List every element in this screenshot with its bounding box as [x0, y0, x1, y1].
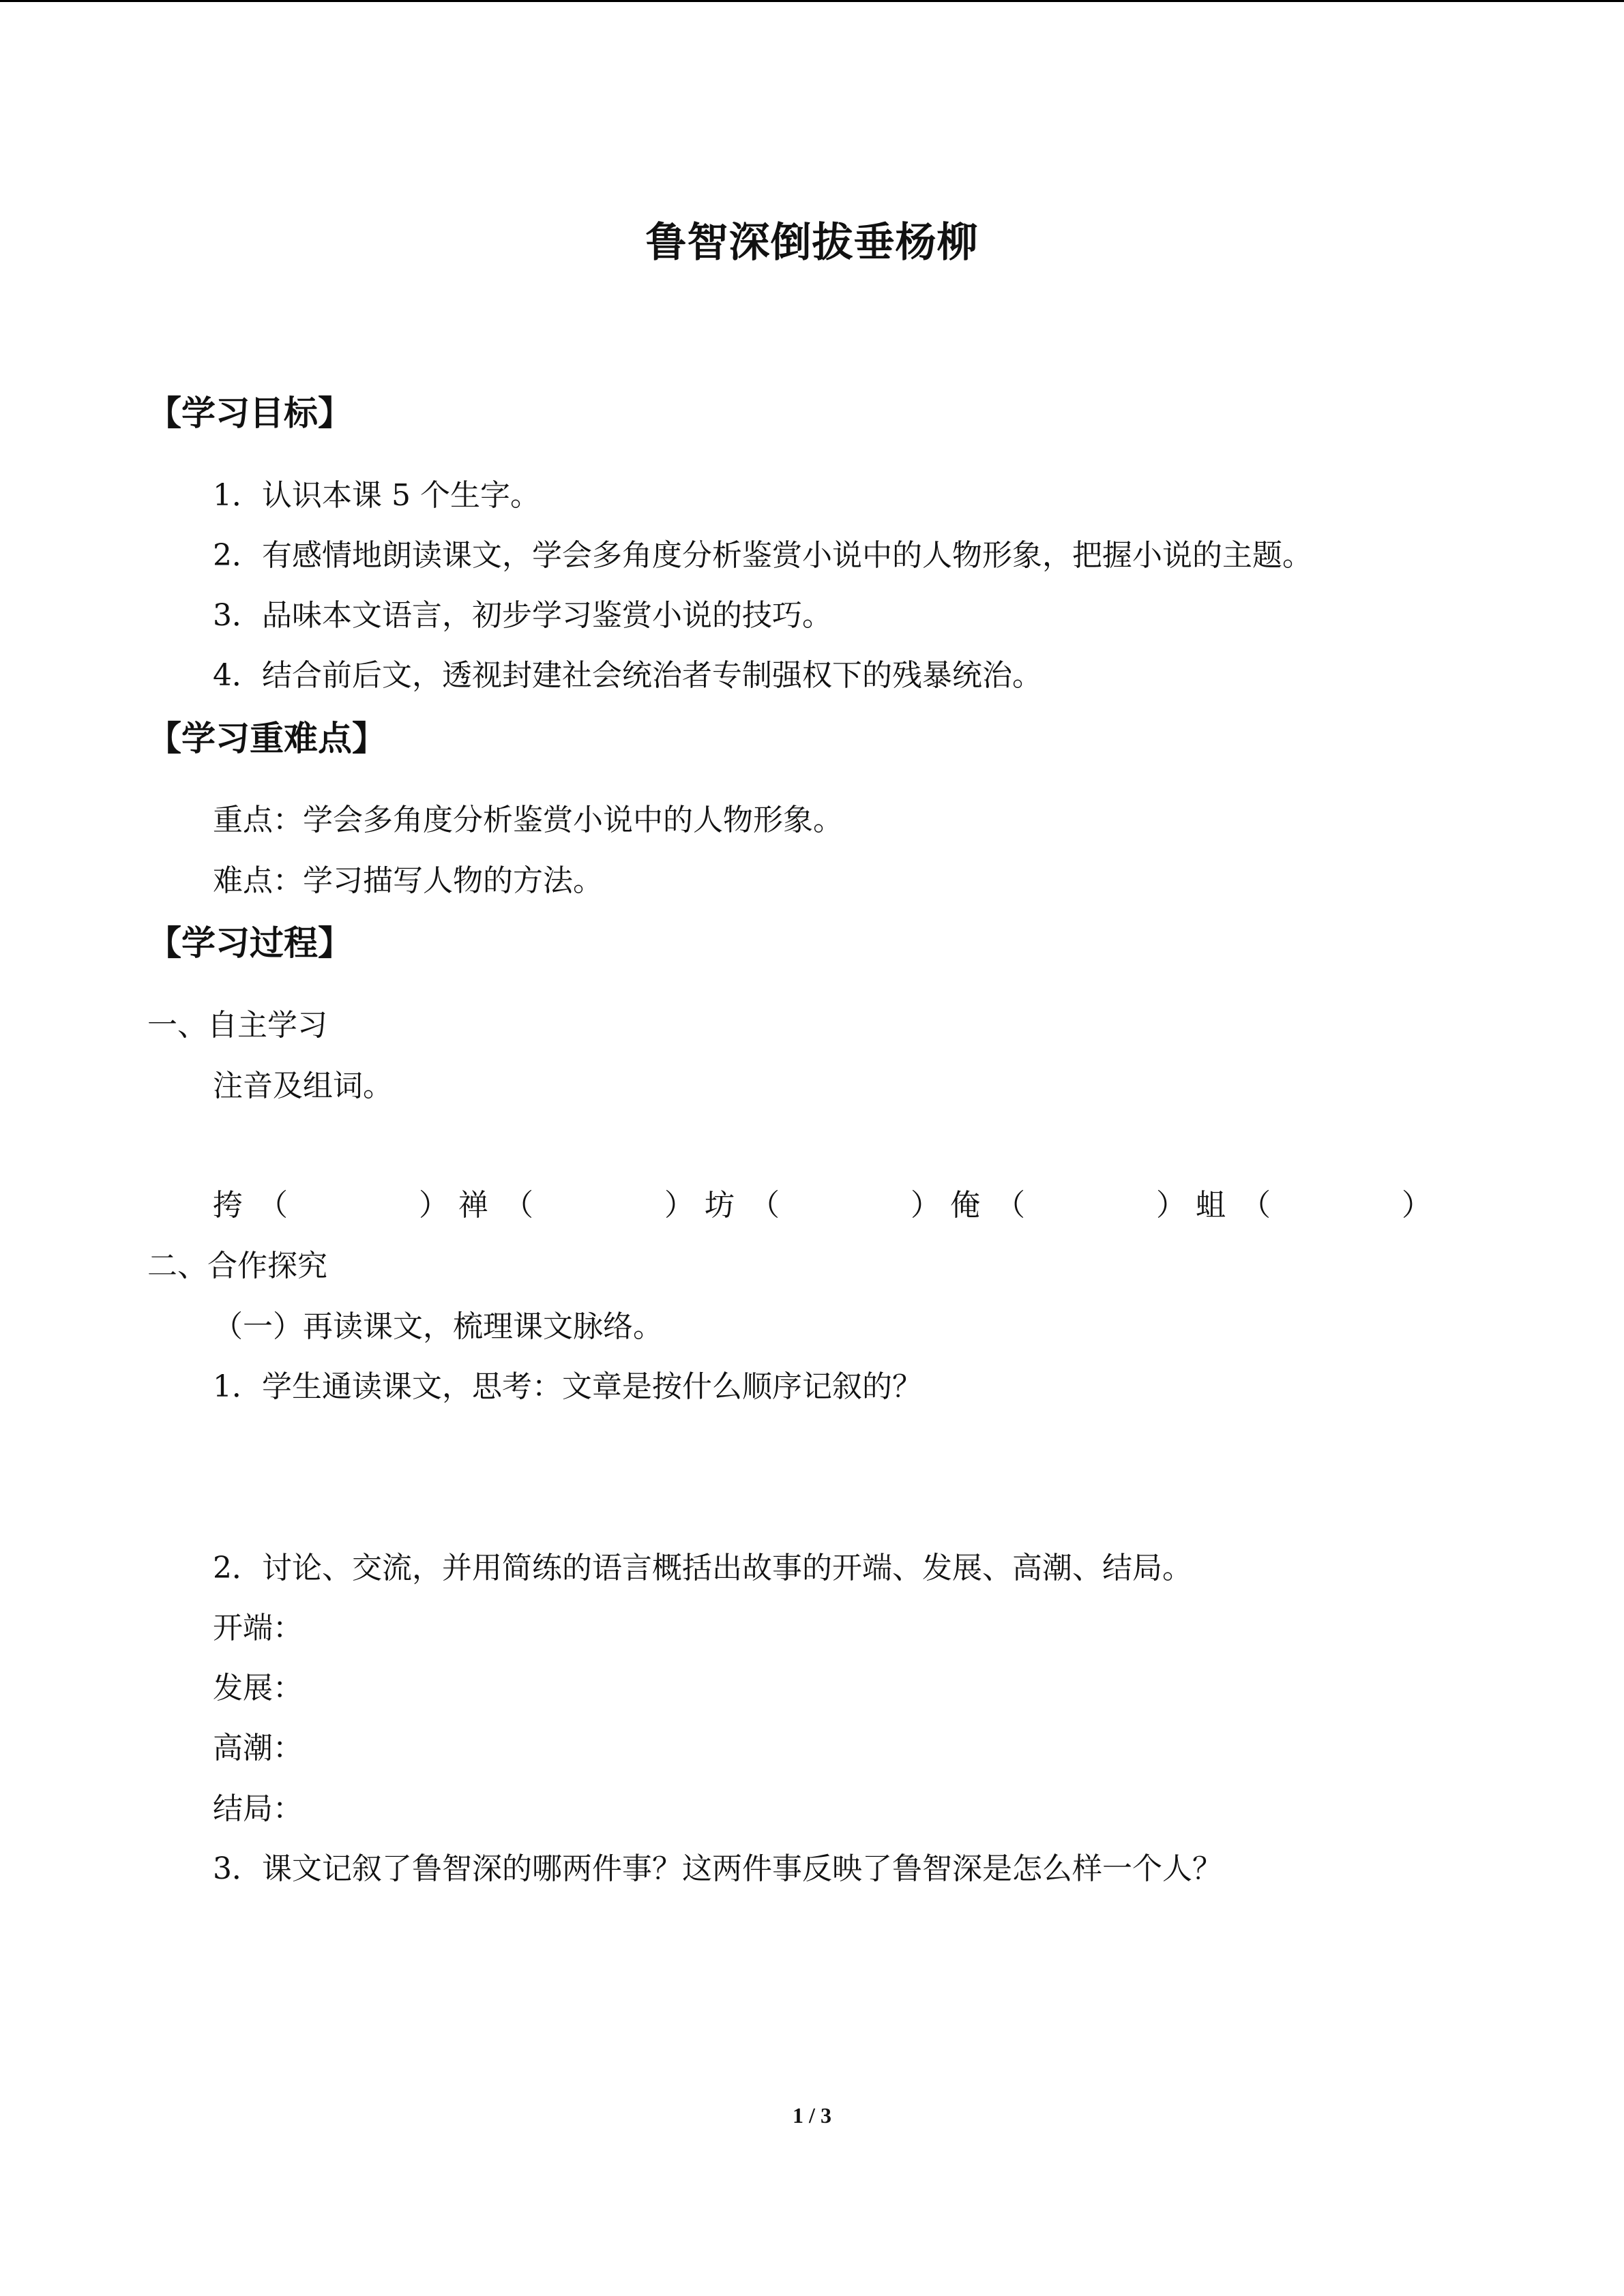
- phonetic-character: 坊: [705, 1188, 735, 1223]
- part1-instruction: 注音及组词。: [213, 1069, 393, 1103]
- close-paren: ）: [1156, 1188, 1186, 1223]
- part2-subheading: （一）再读课文，梳理课文脉络。: [213, 1309, 663, 1344]
- open-paren: （: [750, 1188, 780, 1223]
- phonetic-character: 挎: [213, 1188, 243, 1223]
- question-2: 2．讨论、交流，并用简练的语言概括出故事的开端、发展、高潮、结局。: [213, 1551, 1192, 1585]
- open-paren: （: [995, 1188, 1025, 1223]
- close-paren: ）: [1402, 1188, 1432, 1223]
- close-paren: ）: [419, 1188, 449, 1223]
- key-point-item: 重点：学会多角度分析鉴赏小说中的人物形象。: [213, 803, 843, 837]
- close-paren: ）: [664, 1188, 694, 1223]
- objective-item-3: 3．品味本文语言，初步学习鉴赏小说的技巧。: [213, 598, 832, 633]
- close-paren: ）: [911, 1188, 941, 1223]
- page-number: 1 / 3: [793, 2103, 831, 2128]
- objective-item-1: 1．认识本课 5 个生字。: [213, 478, 540, 513]
- plot-label-beginning: 开端：: [213, 1611, 303, 1645]
- question-1: 1．学生通读课文，思考：文章是按什么顺序记叙的？: [213, 1369, 922, 1404]
- phonetic-character: 俺: [950, 1188, 980, 1223]
- section-heading-key-points: 【学习重难点】: [147, 719, 386, 758]
- open-paren: （: [258, 1188, 288, 1223]
- phonetic-character: 蛆: [1196, 1188, 1226, 1223]
- objective-item-2: 2．有感情地朗读课文，学会多角度分析鉴赏小说中的人物形象，把握小说的主题。: [213, 538, 1312, 573]
- part1-heading: 一、自主学习: [147, 1008, 327, 1043]
- phonetic-character: 禅: [458, 1188, 488, 1223]
- part2-heading: 二、合作探究: [147, 1249, 327, 1283]
- phonetic-exercise-row: [213, 1185, 1434, 1226]
- page-top-border: [0, 0, 1624, 2]
- plot-label-development: 发展：: [213, 1671, 303, 1705]
- plot-label-climax: 高潮：: [213, 1731, 303, 1765]
- open-paren: （: [1241, 1188, 1271, 1223]
- open-paren: （: [503, 1188, 533, 1223]
- plot-label-ending: 结局：: [213, 1791, 303, 1826]
- objective-item-4: 4．结合前后文，透视封建社会统治者专制强权下的残暴统治。: [213, 658, 1042, 693]
- difficult-point-item: 难点：学习描写人物的方法。: [213, 863, 603, 898]
- section-heading-objectives: 【学习目标】: [147, 393, 352, 433]
- section-heading-process: 【学习过程】: [147, 923, 352, 963]
- question-3: 3．课文记叙了鲁智深的哪两件事？这两件事反映了鲁智深是怎么样一个人？: [213, 1851, 1222, 1886]
- document-title: 鲁智深倒拔垂杨柳: [645, 219, 979, 267]
